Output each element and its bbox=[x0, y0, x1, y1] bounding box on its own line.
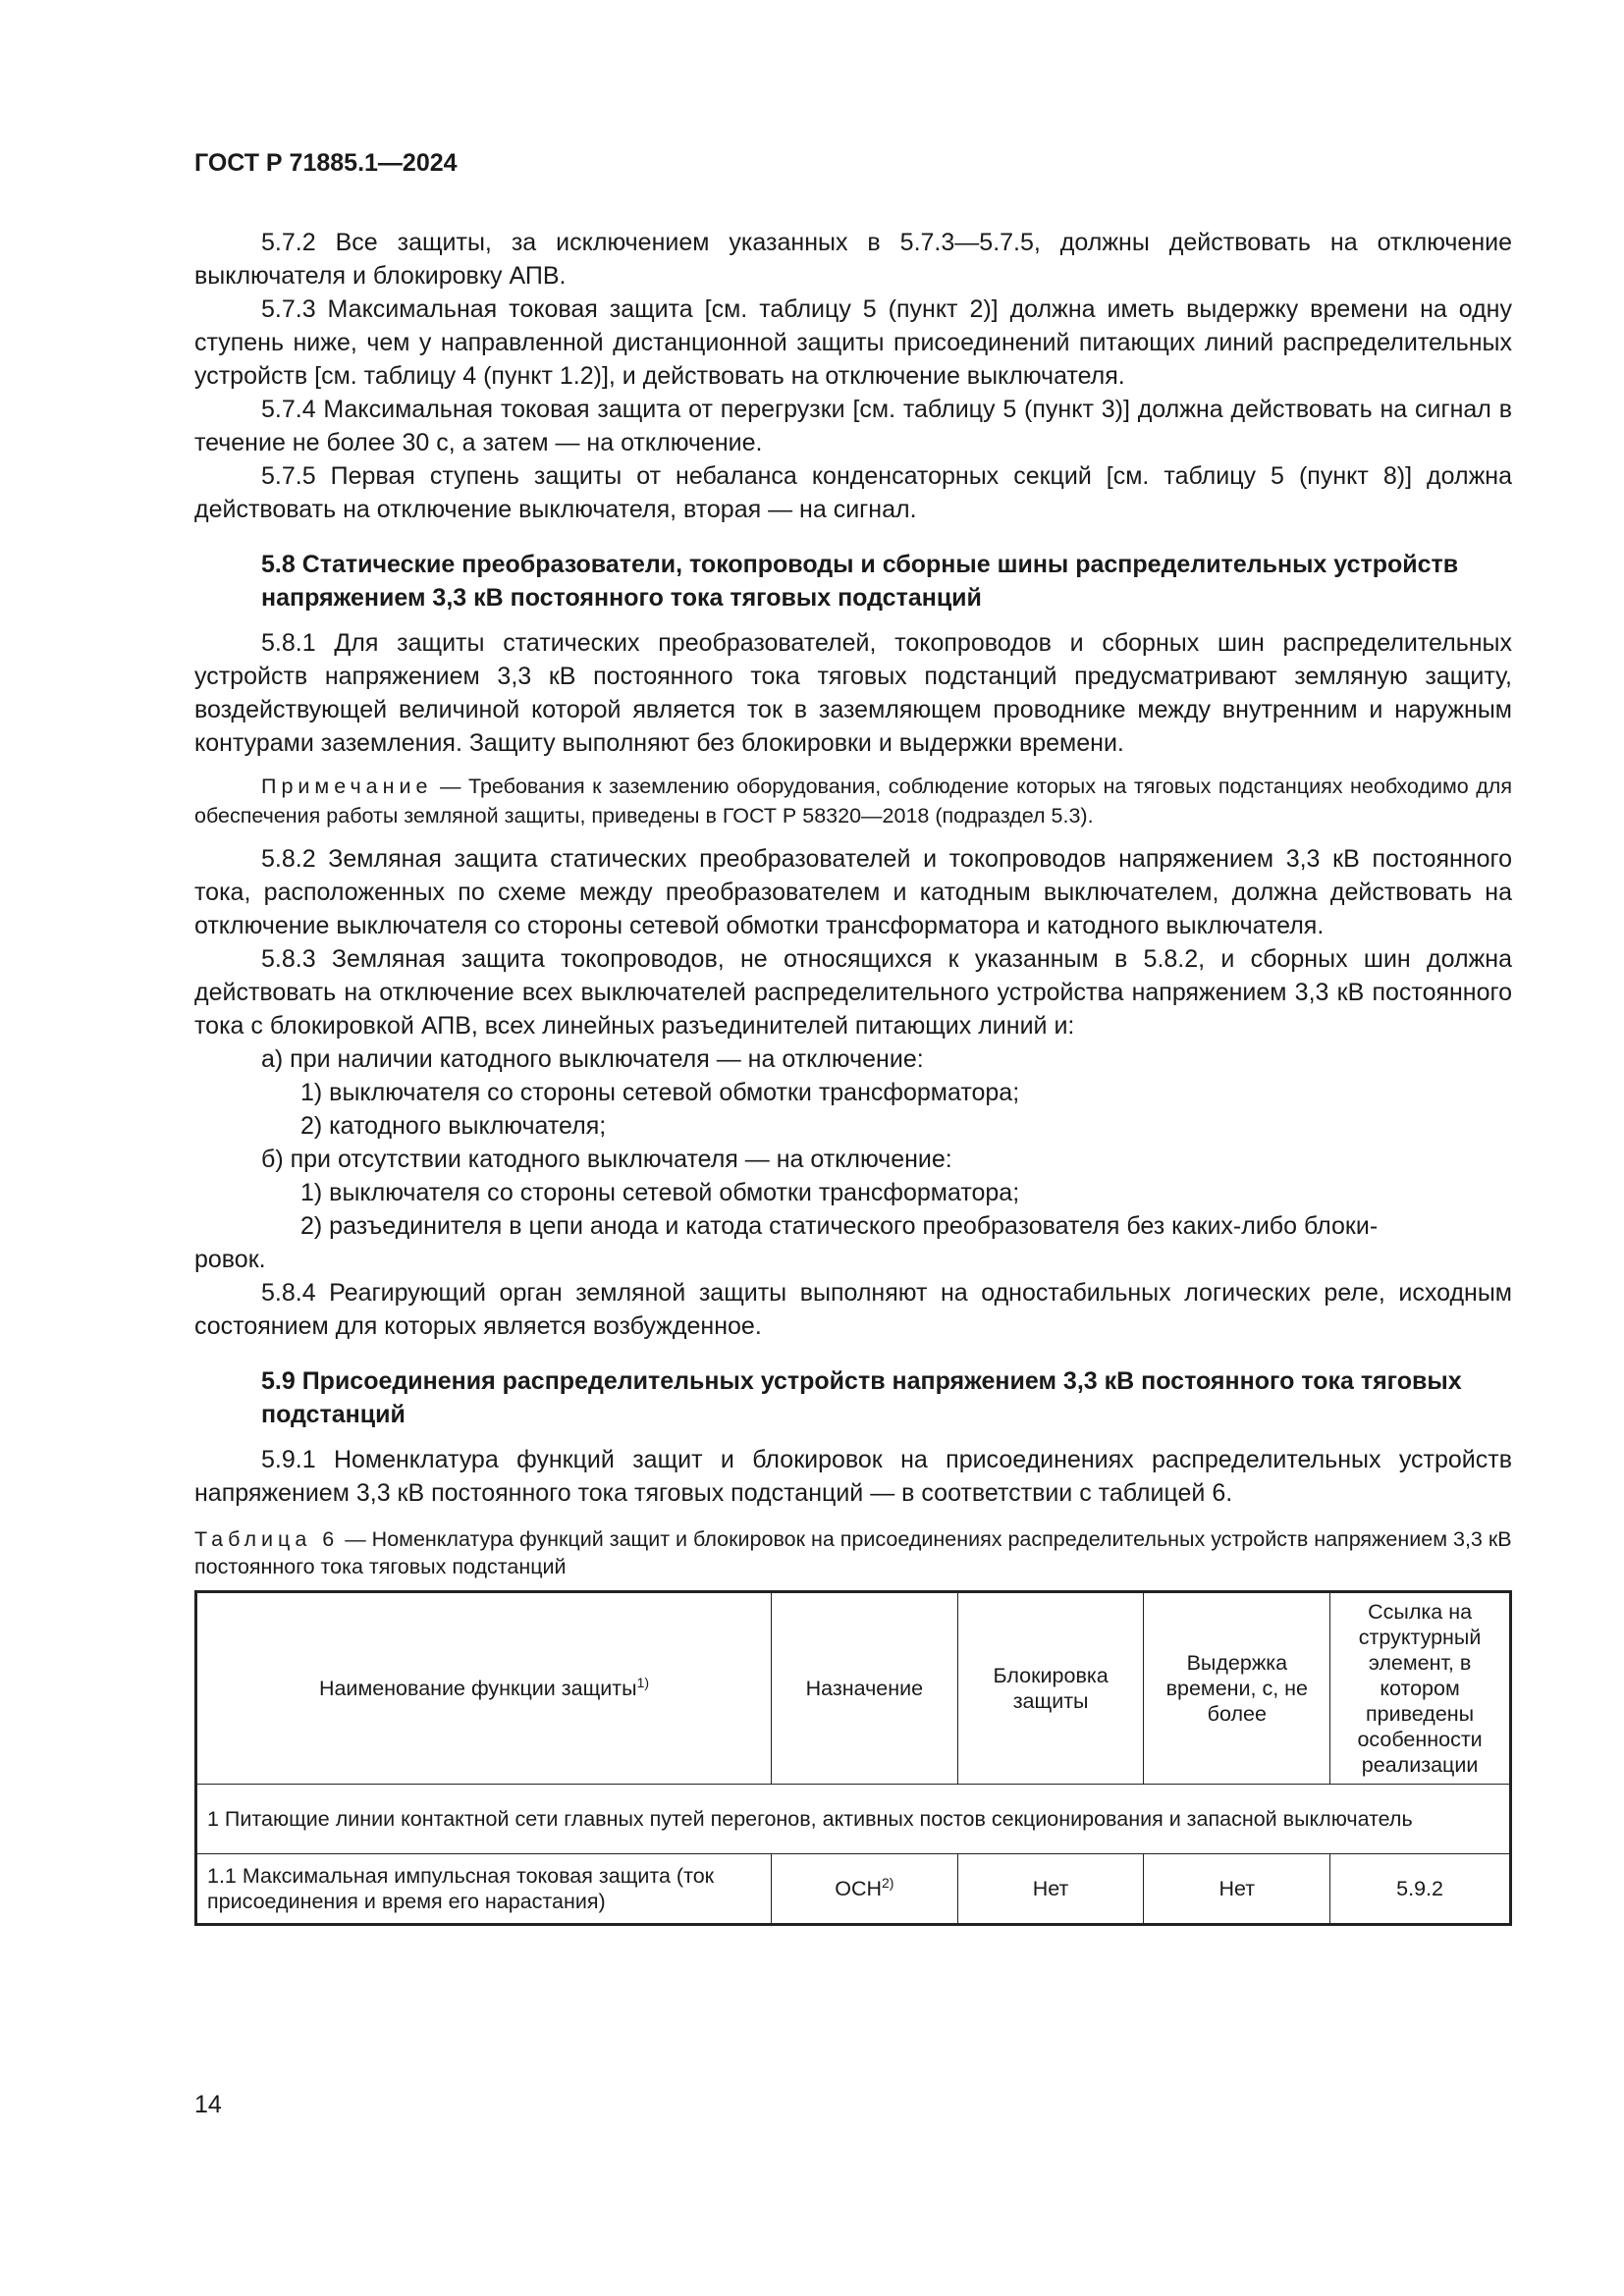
table-caption bbox=[194, 1525, 1512, 1580]
note-text: — Требования к заземлению оборудования, соблюдение которых на тяговых подстанциях необходимо для обеспечения работы земляной защиты, приведены в ГОСТ Р 58320—2018 (подраздел 5.3). bbox=[194, 774, 1512, 828]
table-6 bbox=[194, 1590, 1512, 1926]
table-caption-text: — Номенклатура функций защит и блокировок на присоединениях распределительных устройств напряжением 3,3 кВ постоянного тока тяговых подстанций bbox=[194, 1527, 1512, 1578]
paragraph-5-7-2: 5.7.2 Все защиты, за исключением указанных в 5.7.3—5.7.5, должны действовать на отключение выключателя и блокировку АПВ. bbox=[194, 229, 1512, 290]
table-row bbox=[196, 1854, 1511, 1925]
row-block-cell: Нет bbox=[957, 1854, 1144, 1925]
paragraph-5-7-4: 5.7.4 Максимальная токовая защита от перегрузки [см. таблицу 5 (пункт 3)] должна действовать на сигнал в течение не более 30 с, а затем — на отключение. bbox=[194, 396, 1512, 456]
col-header-delay: Выдержка времени, с, не более bbox=[1144, 1592, 1330, 1785]
table-caption-label: Таблица 6 bbox=[194, 1527, 340, 1551]
list-item-b-1: 1) выключателя со стороны сетевой обмотки трансформатора; bbox=[300, 1179, 1020, 1206]
table-section-row bbox=[196, 1785, 1511, 1854]
note bbox=[194, 772, 1512, 830]
page-number: 14 bbox=[194, 2091, 222, 2118]
footnote-ref-2: 2) bbox=[882, 1874, 894, 1891]
list-item-b-2: 2) разъединителя в цепи анода и катода статического преобразователя без каких-либо блоки- bbox=[300, 1212, 1379, 1240]
paragraph-5-7-5: 5.7.5 Первая ступень защиты от небаланса конденсаторных секций [см. таблицу 5 (пункт 8)] должна действовать на отключение выключателя, вторая — на сигнал. bbox=[194, 462, 1512, 523]
row-purpose-cell: ОСН$^{2)}$ bbox=[771, 1854, 957, 1925]
table-header-row bbox=[196, 1592, 1511, 1785]
list-item-b-2-cont: ровок. bbox=[194, 1246, 266, 1273]
col-header-name: Наименование функции защиты$^{1)}$ bbox=[196, 1592, 772, 1785]
paragraph-5-8-4: 5.8.4 Реагирующий орган земляной защиты выполняют на одностабильных логических реле, исходным состоянием для которых является возбужденное. bbox=[194, 1279, 1512, 1340]
col-header-ref: Ссылка на структурный элемент, в котором приведены особенности реализации bbox=[1330, 1592, 1511, 1785]
section-1-cell: 1 Питающие линии контактной сети главных путей перегонов, активных постов секционирования и запасной выключатель bbox=[196, 1785, 1511, 1854]
list-item-a-1: 1) выключателя со стороны сетевой обмотки трансформатора; bbox=[300, 1079, 1020, 1106]
document-header: ГОСТ Р 71885.1—2024 bbox=[194, 149, 458, 177]
list-item-a: а) при наличии катодного выключателя — на отключение: bbox=[261, 1045, 924, 1073]
section-heading-5-8: 5.8 Статические преобразователи, токопроводы и сборные шины распределительных устройств напряжением 3,3 кВ постоянного тока тяговых подстанций bbox=[261, 551, 1459, 612]
paragraph-5-9-1: 5.9.1 Номенклатура функций защит и блокировок на присоединениях распределительных устройств напряжением 3,3 кВ постоянного тока тяговых подстанций — в соответствии с таблицей 6. bbox=[194, 1446, 1512, 1507]
col-header-purpose: Назначение bbox=[771, 1592, 957, 1785]
footnote-ref-1: 1) bbox=[636, 1674, 650, 1690]
paragraph-5-7-3: 5.7.3 Максимальная токовая защита [см. таблицу 5 (пункт 2)] должна иметь выдержку времени на одну ступень ниже, чем у направленной дистанционной защиты присоединений питающих линий распределительных устройств [см. таблицу 4 (пункт 1.2)], и действовать на отключение выключателя. bbox=[194, 295, 1512, 390]
paragraph-5-8-3: 5.8.3 Земляная защита токопроводов, не относящихся к указанным в 5.8.2, и сборных шин должна действовать на отключение всех выключателей распределительного устройства напряжением 3,3 кВ постоянного тока с блокировкой АПВ, всех линейных разъединителей питающих линий и: bbox=[194, 945, 1512, 1040]
list-item-b: б) при отсутствии катодного выключателя — на отключение: bbox=[261, 1146, 952, 1173]
row-name-cell: 1.1 Максимальная импульсная токовая защита (ток присоединения и время его нарастания) bbox=[196, 1854, 772, 1925]
section-heading-5-9: 5.9 Присоединения распределительных устройств напряжением 3,3 кВ постоянного тока тяговых подстанций bbox=[261, 1367, 1462, 1428]
paragraph-5-8-1: 5.8.1 Для защиты статических преобразователей, токопроводов и сборных шин распределительных устройств напряжением 3,3 кВ постоянного тока тяговых подстанций предусматривают земляную защиту, воздействующей величиной которой является ток в заземляющем проводнике между внутренним и наружным контурами заземления. Защиту выполняют без блокировки и выдержки времени. bbox=[194, 629, 1512, 757]
list-item-a-2: 2) катодного выключателя; bbox=[300, 1112, 607, 1140]
page-content bbox=[194, 226, 1512, 1926]
row-delay-cell: Нет bbox=[1144, 1854, 1330, 1925]
row-ref-cell: 5.9.2 bbox=[1330, 1854, 1511, 1925]
note-label: Примечание bbox=[261, 774, 433, 798]
col-header-block: Блокировка защиты bbox=[957, 1592, 1144, 1785]
paragraph-5-8-2: 5.8.2 Земляная защита статических преобразователей и токопроводов напряжением 3,3 кВ постоянного тока, расположенных по схеме между преобразователем и катодным выключателем, должна действовать на отключение выключателя со стороны сетевой обмотки трансформатора и катодного выключателя. bbox=[194, 845, 1512, 939]
